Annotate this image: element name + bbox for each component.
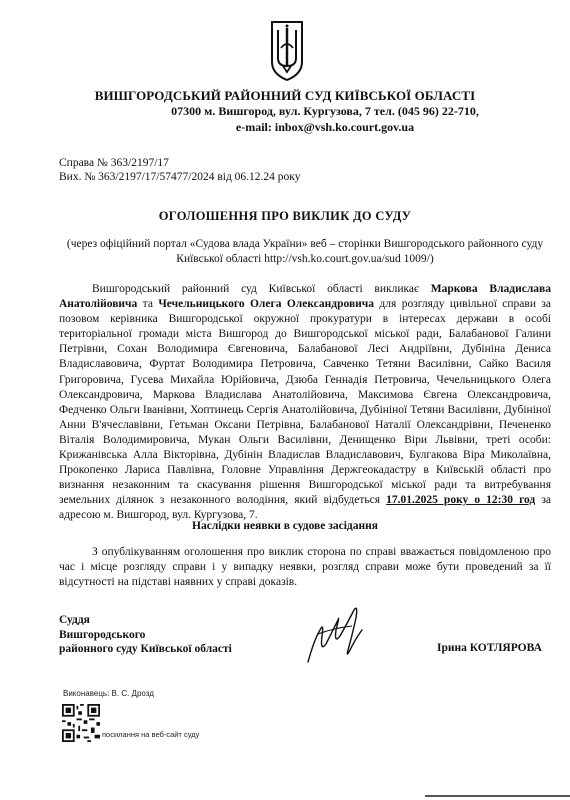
summons-body <box>59 282 551 524</box>
qr-code-icon <box>62 704 100 742</box>
judge-position <box>59 613 232 657</box>
publication-note: (через офіційний портал «Судова влада України» веб – сторінки Вишгородського районного суду Київської області http://vsh.ko.court.gov.ua/sud 1009/) <box>66 238 544 265</box>
document-title: ОГОЛОШЕННЯ ПРО ВИКЛИК ДО СУДУ <box>158 209 412 223</box>
court-address: 07300 м. Вишгород, вул. Кургузова, 7 тел. (045 96) 22-710, <box>171 104 479 118</box>
court-email: e-mail: inbox@vsh.ko.court.gov.ua <box>235 120 415 134</box>
body-intro: Вишгородський районний суд Київської області викликає <box>92 283 431 295</box>
case-number: Справа № 363/2197/17 <box>59 157 169 169</box>
summoned-person-1: Маркова Владислава Анатолійовича <box>59 283 552 311</box>
consequences-title: Наслідки неявки в судове засідання <box>192 520 378 532</box>
judge-line-2: Вишгородського <box>59 628 146 641</box>
summoned-person-2: Чечельницького Олега Олександровича <box>158 298 375 311</box>
body-and: та <box>137 298 159 311</box>
court-name: ВИШГОРОДСЬКИЙ РАЙОННИЙ СУД КИЇВСЬКОЇ ОБЛАСТІ <box>94 88 476 103</box>
page-edge-line <box>425 795 570 797</box>
trident-emblem-icon <box>268 18 306 82</box>
executor-note: Виконавець: В. С. Дрозд <box>63 689 154 698</box>
handwritten-signature <box>300 600 375 670</box>
qr-caption: посилання на веб-сайт суду <box>102 730 200 739</box>
hearing-date: 17.01.2025 року о 12:30 год <box>386 494 536 507</box>
judge-line-1: Суддя <box>59 614 90 626</box>
outgoing-number: Вих. № 363/2197/17/57477/2024 від 06.12.24 року <box>59 171 301 183</box>
judge-line-3: районного суду Київської області <box>59 643 232 655</box>
judge-name: Ірина КОТЛЯРОВА <box>437 642 542 654</box>
consequences-text: З опублікуванням оголошення про виклик сторона по справі вважається повідомленою про час і місце розгляду справи і у випадку неявки, розгляд справи може бути проведений за її відсутності на підставі наявних у справі доказів. <box>59 546 551 588</box>
body-end: за адресою м. Вишгород, вул. Кургузова, 7. <box>59 494 551 522</box>
body-main: для розгляду цивільної справи за позовом керівника Вишгородської окружної прокуратури в інтересах держави в особі територіальної громади міста Вишгород до Вишгородської міської ради, Балабанової Галини Петрівни, Сохан Володимира Євгеновича, Балабанової Лесі Андріївни, Дубініна Дениса Владиславовича, Фуртат Володимира Петровича, Савченко Тетяни Василівни, Сайко Василя Григоровича, Гусева Михайла Юрійовича, Дзюба Геннадія Петровича, Чечельницького Олега Олександровича, Маркова Владислава Анатолійовича, Максимова Євгена Олександровича, Федченко Ольги Іванівни, Хоптинець Сергія Анатолійовича, Дубініної Тетяни Василівни, Дубініної Анни В'ячеславівни, Гетьман Оксани Петрівна, Балабанової Наталії Олександрівни, Печененко Віталія Володимировича, Мукан Ольги Василівни, Денищенко Віри Львівни, треті особи: Крижанівська Алла Вікторівна, Дубінін Владислав Владиславович, Булгакова Віра Миколаївна, Прокопенко Лариса Павлівна, Головне Управління Держгеокадастру в Київській області про визнання незаконним та скасування рішення Вишгородської міської ради та витребування земельних ділянок з незаконного володіння, який відбудеться <box>59 298 552 507</box>
